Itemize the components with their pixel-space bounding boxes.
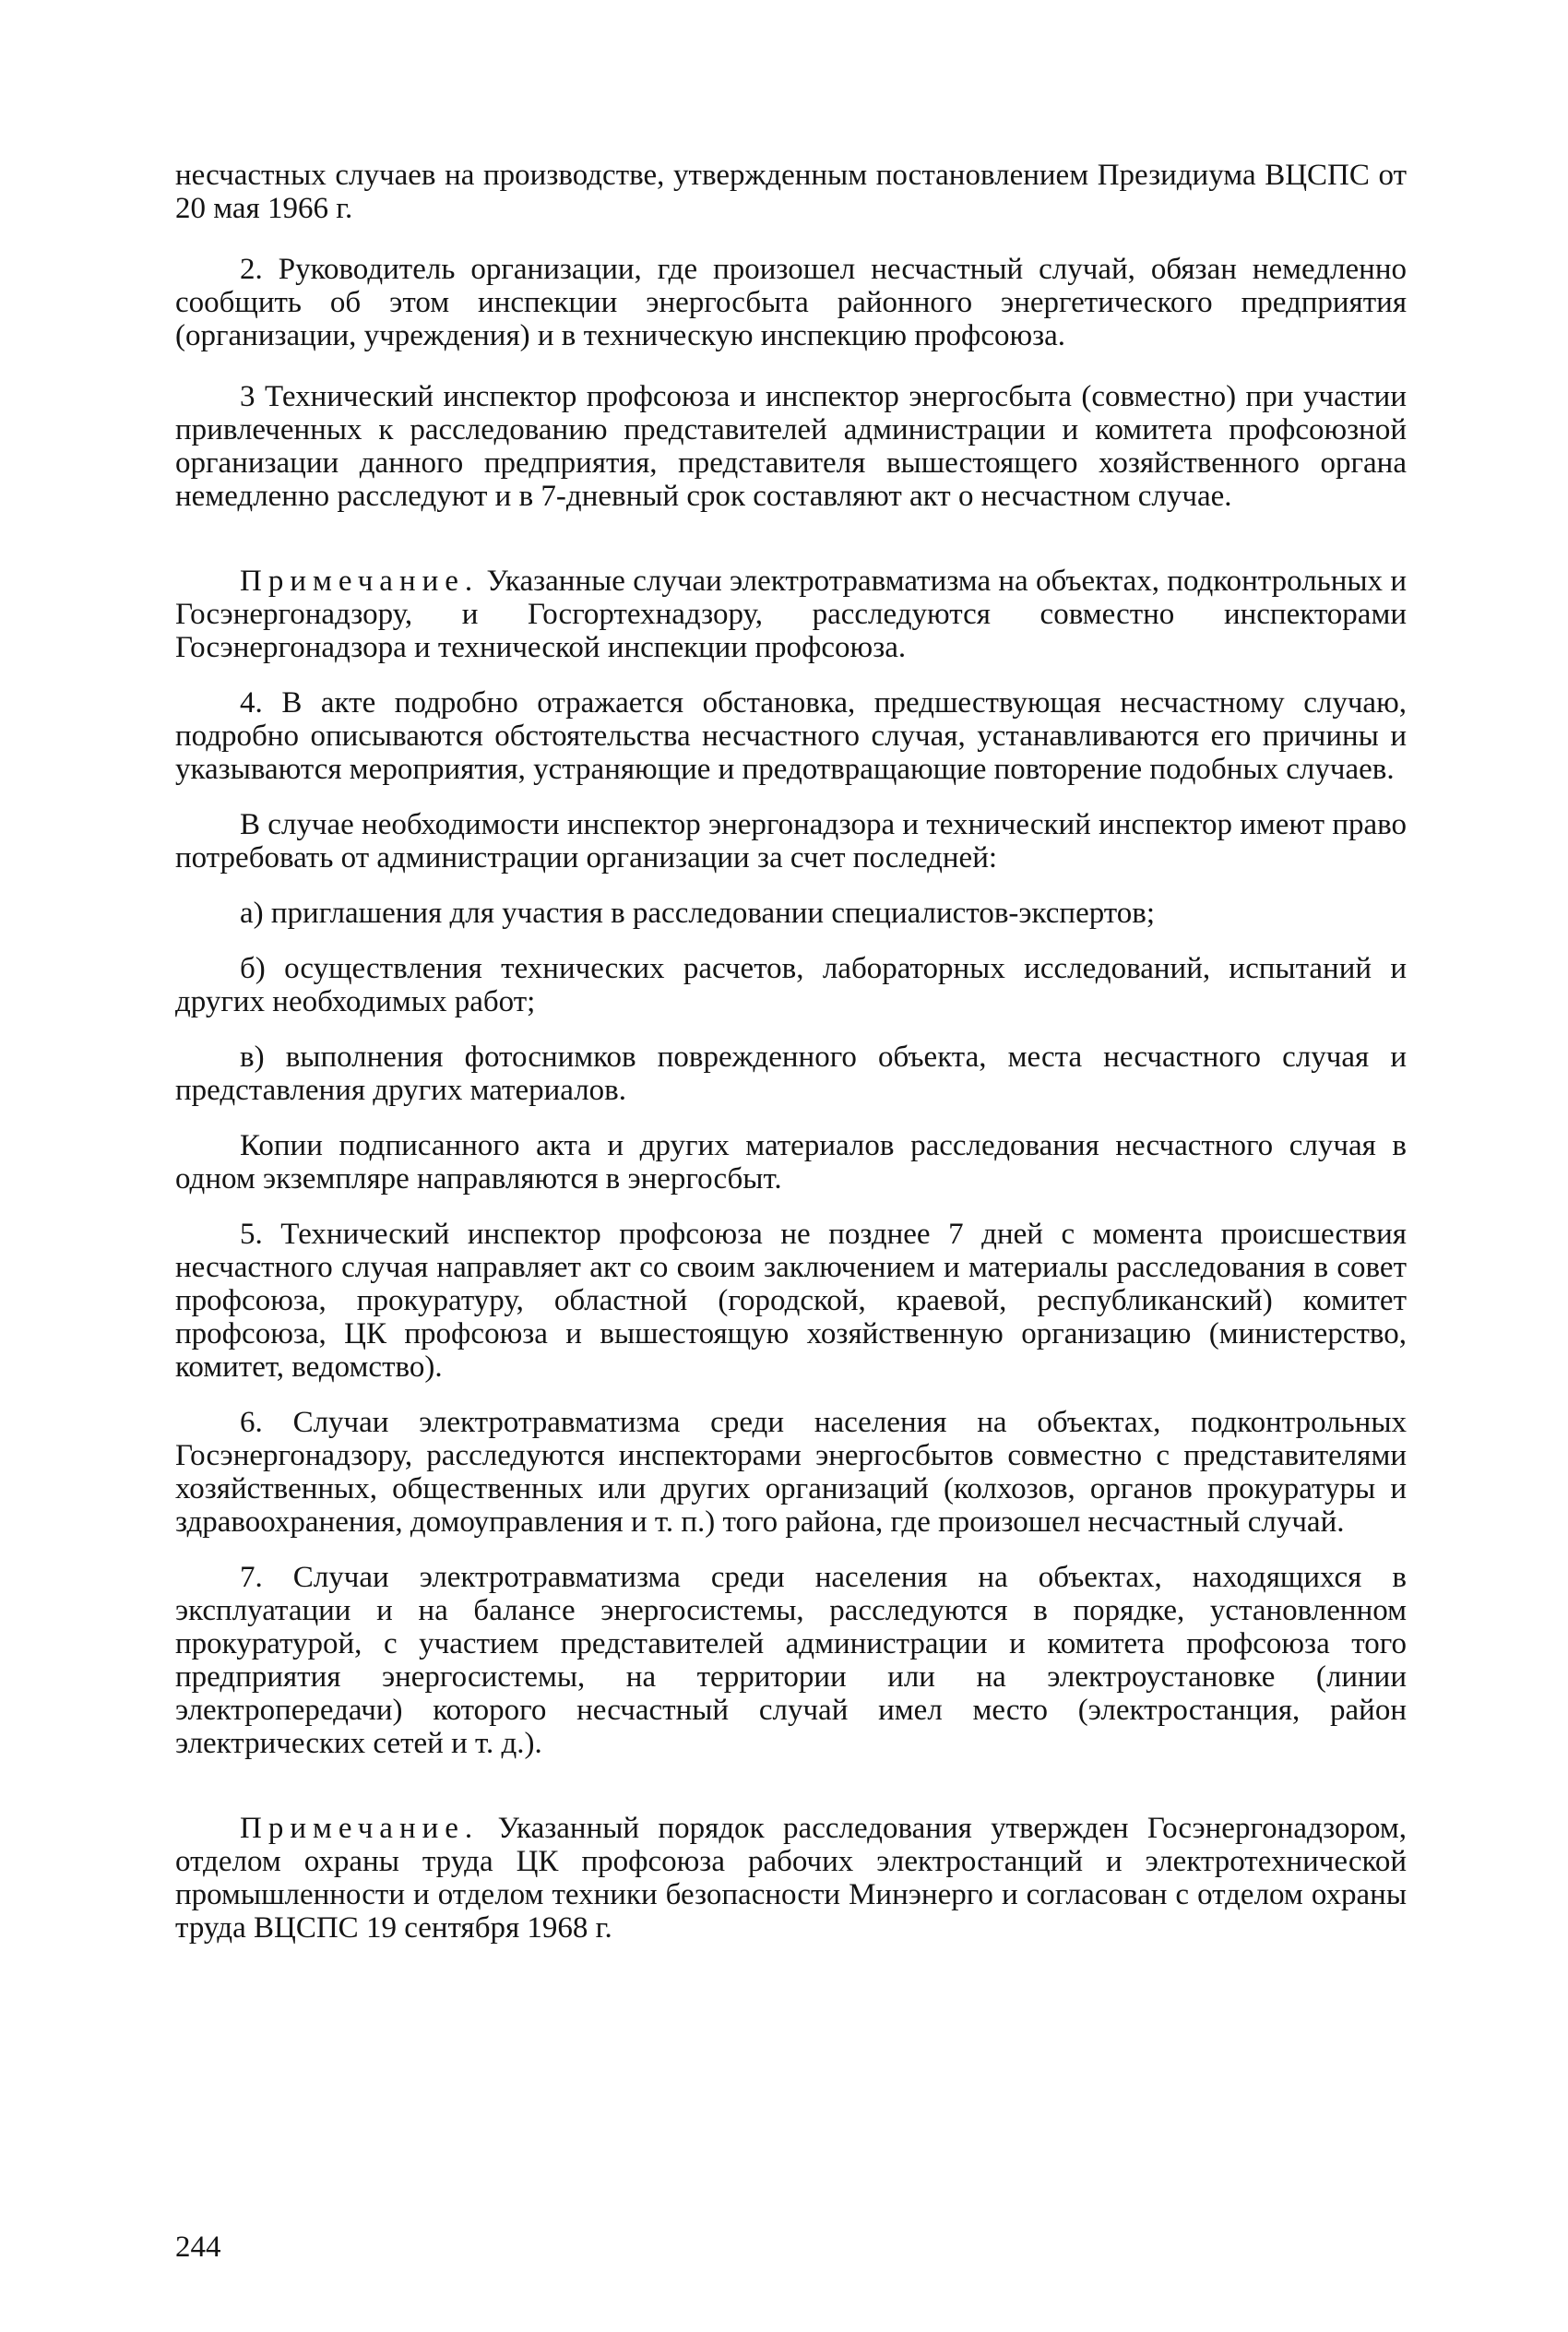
list-item-a: а) приглашения для участия в расследовании специалистов-экспертов; <box>240 897 1156 930</box>
list-item-b: б) осуществления технических расчетов, лабораторных исследований, испытаний и других необходимых работ; <box>175 952 1407 1018</box>
note-2-label: Примечание. <box>240 1812 480 1845</box>
document-page <box>175 159 1407 1945</box>
paragraph-item-7: 7. Случаи электротравматизма среди населения на объектах, находящихся в эксплуатации и на балансе энергосистемы, расследуются в порядке, установленном прокуратурой, с участием представителей администрации и комитета профсоюза того предприятия энергосистемы, на территории или на электроустановке (линии электропередачи) которого несчастный случай имел место (электростанция, район электрических сетей и т. д.). <box>175 1561 1407 1760</box>
paragraph-continuation: несчастных случаев на производстве, утвержденным постановлением Президиума ВЦСПС от 20 мая 1966 г. <box>175 159 1407 225</box>
note-2-text: Указанный порядок расследования утвержден Госэнергонадзором, отделом охраны труда ЦК профсоюза рабочих электростанций и электротехнической промышленности и отделом техники безопасности Минэнерго и согласован с отделом охраны труда ВЦСПС 19 сентября 1968 г. <box>175 1812 1408 1945</box>
note-1 <box>175 565 1407 664</box>
paragraph-item-3: 3 Технический инспектор профсоюза и инспектор энергосбыта (совместно) при участии привлеченных к расследованию представителей администрации и комитета профсоюзной организации данного предприятия, представителя вышестоящего хозяйственного органа немедленно расследуют и в 7-дневный срок составляют акт о несчастном случае. <box>175 380 1407 513</box>
paragraph-item-5: 5. Технический инспектор профсоюза не позднее 7 дней с момента происшествия несчастного случая направляет акт со своим заключением и материалы расследования в совет профсоюза, прокуратуру, областной (городской, краевой, республиканский) комитет профсоюза, ЦК профсоюза и вышестоящую хозяйственную организацию (министерство, комитет, ведомство). <box>175 1218 1407 1384</box>
paragraph-item-4: 4. В акте подробно отражается обстановка, предшествующая несчастному случаю, подробно описываются обстоятельства несчастного случая, устанавливаются его причины и указываются мероприятия, устраняющие и предотвращающие повторение подобных случаев. <box>175 686 1407 786</box>
page-number: 244 <box>175 2231 221 2264</box>
note-2 <box>175 1812 1407 1945</box>
paragraph-rights: В случае необходимости инспектор энергонадзора и технический инспектор имеют право потребовать от администрации организации за счет последней: <box>175 808 1407 874</box>
list-item-v: в) выполнения фотоснимков поврежденного объекта, места несчастного случая и представления других материалов. <box>175 1041 1407 1107</box>
paragraph-item-2: 2. Руководитель организации, где произошел несчастный случай, обязан немедленно сообщить об этом инспекции энергосбыта районного энергетического предприятия (организации, учреждения) и в техническую инспекцию профсоюза. <box>175 253 1407 352</box>
note-1-label: Примечание. <box>240 565 480 598</box>
paragraph-item-6: 6. Случаи электротравматизма среди населения на объектах, подконтрольных Госэнергонадзору, расследуются инспекторами энергосбытов совместно с представителями хозяйственных, общественных или других организаций (колхозов, органов прокуратуры и здравоохранения, домоуправления и т. п.) того района, где произошел несчастный случай. <box>175 1406 1407 1539</box>
note-1-text: Указанные случаи электротравматизма на объектах, подконтрольных и Госэнергонадзору, и Госгортехнадзору, расследуются совместно инспекторами Госэнергонадзора и технической инспекции профсоюза. <box>175 565 1407 664</box>
paragraph-copies: Копии подписанного акта и других материалов расследования несчастного случая в одном экземпляре направляются в энергосбыт. <box>175 1129 1407 1196</box>
